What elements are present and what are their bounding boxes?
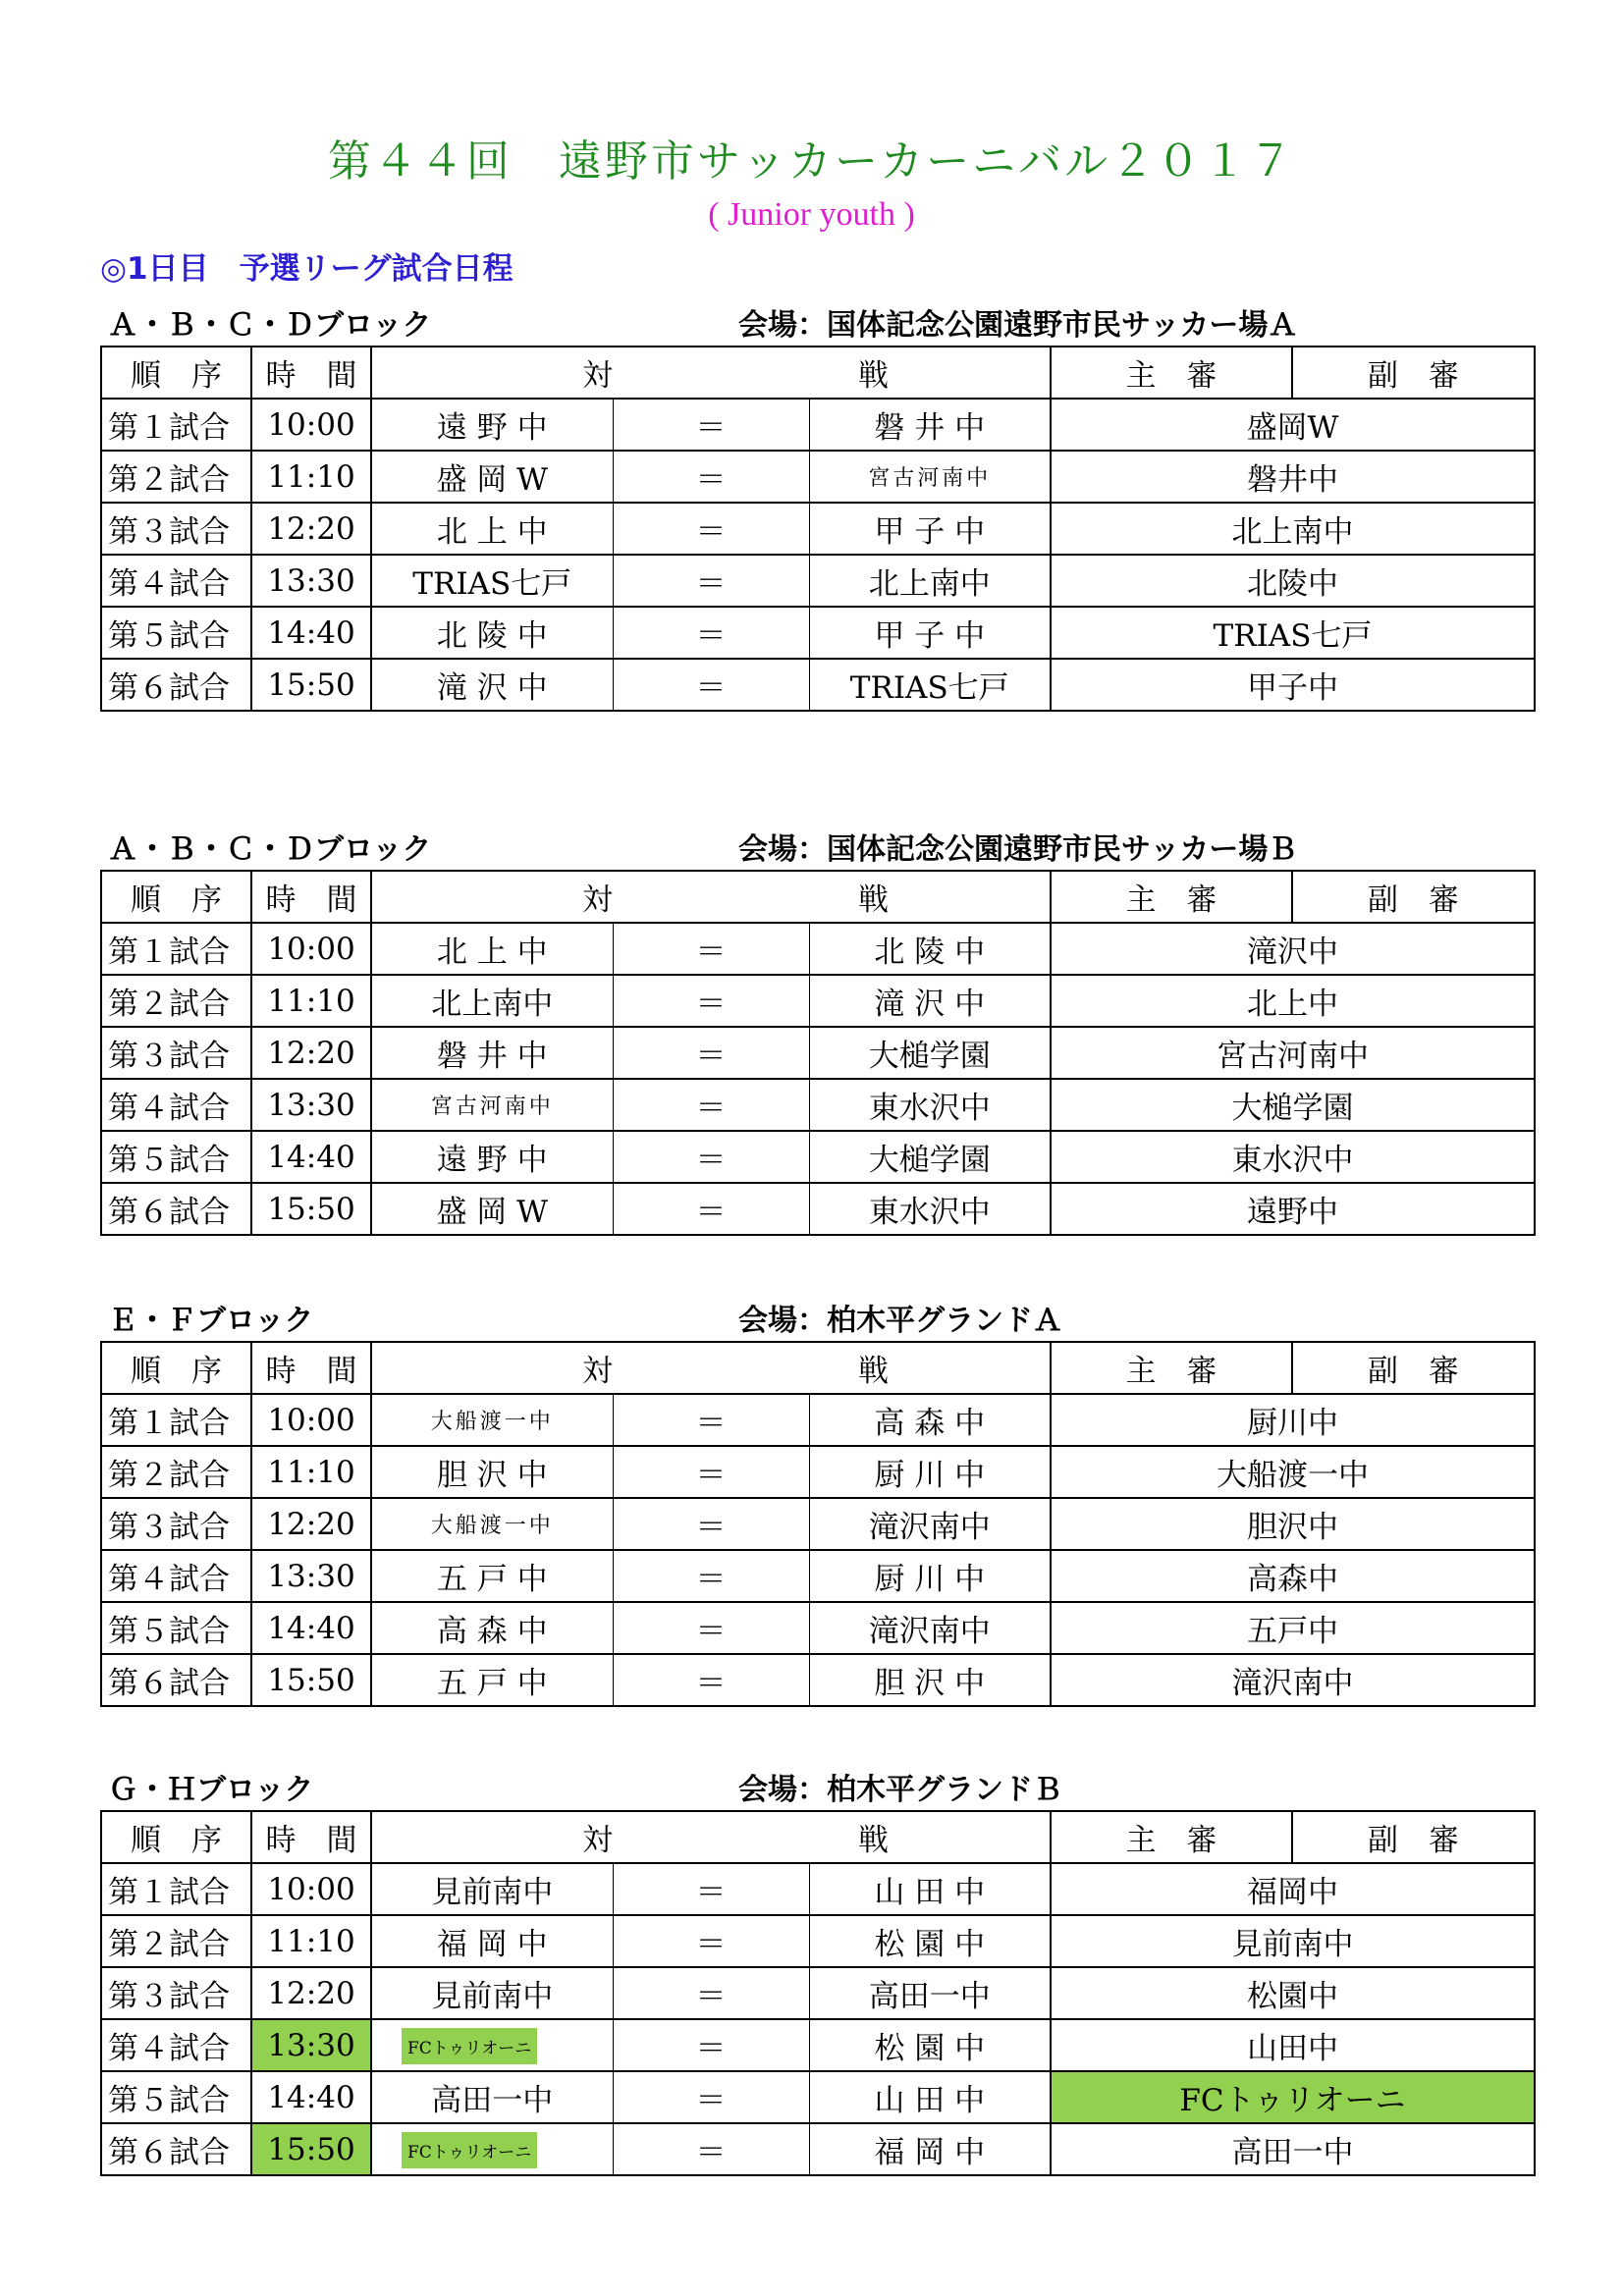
referee: 大槌学園	[1051, 1079, 1535, 1131]
referee: 厨川中	[1051, 1394, 1535, 1446]
home-team: 北 上 中	[371, 503, 613, 555]
away-team: 東水沢中	[809, 1183, 1051, 1235]
table-row	[101, 2123, 1535, 2175]
table-row	[101, 1602, 1535, 1654]
header-referee: 主 審	[1051, 1811, 1292, 1863]
match-order: 第３試合	[101, 1967, 251, 2019]
block-header	[100, 817, 1534, 870]
away-team: 宮古河南中	[809, 451, 1051, 503]
versus: ＝	[613, 1079, 809, 1131]
referee: 宮古河南中	[1051, 1027, 1535, 1079]
match-order: 第６試合	[101, 1183, 251, 1235]
versus: ＝	[613, 1498, 809, 1550]
versus: ＝	[613, 2071, 809, 2123]
match-time: 10:00	[251, 1863, 371, 1915]
home-team: 磐 井 中	[371, 1027, 613, 1079]
match-time: 11:10	[251, 975, 371, 1027]
table-row	[101, 2071, 1535, 2123]
block-venue: 会場：柏木平グランドＢ	[738, 1773, 1062, 1807]
away-team: 磐 井 中	[809, 399, 1051, 451]
away-team: 滝沢南中	[809, 1498, 1051, 1550]
header-time: 時 間	[251, 1811, 371, 1863]
table-header-row	[101, 1811, 1535, 1863]
match-order: 第３試合	[101, 1498, 251, 1550]
header-order: 順 序	[101, 347, 251, 399]
match-order: 第４試合	[101, 1079, 251, 1131]
match-order: 第２試合	[101, 451, 251, 503]
table-row	[101, 1654, 1535, 1706]
away-team: 厨 川 中	[809, 1550, 1051, 1602]
match-time: 11:10	[251, 1915, 371, 1967]
match-time: 14:40	[251, 607, 371, 659]
versus: ＝	[613, 1863, 809, 1915]
away-team: 東水沢中	[809, 1079, 1051, 1131]
versus: ＝	[613, 1131, 809, 1183]
match-time: 15:50	[251, 659, 371, 711]
versus: ＝	[613, 923, 809, 975]
schedule-table	[100, 1810, 1536, 2176]
header-match-gap	[613, 871, 809, 923]
header-assistant: 副 審	[1292, 1342, 1535, 1394]
match-order: 第４試合	[101, 555, 251, 607]
match-time: 13:30	[251, 555, 371, 607]
home-team-highlight: FCトゥリオーニ	[402, 2028, 537, 2064]
header-match-left: 対	[371, 347, 613, 399]
away-team: 福 岡 中	[809, 2123, 1051, 2175]
match-time: 10:00	[251, 923, 371, 975]
table-row	[101, 1915, 1535, 1967]
match-order: 第１試合	[101, 923, 251, 975]
versus: ＝	[613, 1394, 809, 1446]
match-time: 15:50	[251, 2123, 371, 2175]
referee: 見前南中	[1051, 1915, 1535, 1967]
versus: ＝	[613, 399, 809, 451]
match-order: 第３試合	[101, 1027, 251, 1079]
table-row	[101, 1183, 1535, 1235]
header-match-left: 対	[371, 871, 613, 923]
table-row	[101, 1394, 1535, 1446]
schedule-block	[100, 293, 1534, 712]
away-team: 北上南中	[809, 555, 1051, 607]
versus: ＝	[613, 555, 809, 607]
referee: TRIAS七戸	[1051, 607, 1535, 659]
home-team: 北上南中	[371, 975, 613, 1027]
schedule-block	[100, 1288, 1534, 1707]
block-header	[100, 293, 1534, 346]
home-team: 盛 岡 W	[371, 451, 613, 503]
home-team: TRIAS七戸	[371, 555, 613, 607]
schedule-block	[100, 1757, 1534, 2176]
match-order: 第１試合	[101, 399, 251, 451]
versus: ＝	[613, 1602, 809, 1654]
match-time: 15:50	[251, 1183, 371, 1235]
schedule-table	[100, 346, 1536, 712]
table-row	[101, 1967, 1535, 2019]
match-order: 第５試合	[101, 1131, 251, 1183]
referee: 磐井中	[1051, 451, 1535, 503]
away-team: 滝 沢 中	[809, 975, 1051, 1027]
header-referee: 主 審	[1051, 347, 1292, 399]
table-row	[101, 503, 1535, 555]
versus: ＝	[613, 659, 809, 711]
match-order: 第６試合	[101, 659, 251, 711]
header-referee: 主 審	[1051, 1342, 1292, 1394]
referee: 胆沢中	[1051, 1498, 1535, 1550]
referee: 五戸中	[1051, 1602, 1535, 1654]
header-time: 時 間	[251, 871, 371, 923]
match-time: 11:10	[251, 1446, 371, 1498]
versus: ＝	[613, 451, 809, 503]
home-team	[371, 2019, 613, 2071]
referee: 北上中	[1051, 975, 1535, 1027]
versus: ＝	[613, 2123, 809, 2175]
block-venue: 会場：国体記念公園遠野市民サッカー場Ｂ	[738, 832, 1298, 867]
block-header	[100, 1757, 1534, 1810]
match-order: 第２試合	[101, 1446, 251, 1498]
away-team: 松 園 中	[809, 1915, 1051, 1967]
schedule-table	[100, 870, 1536, 1236]
referee: 盛岡W	[1051, 399, 1535, 451]
versus: ＝	[613, 1654, 809, 1706]
referee: 福岡中	[1051, 1863, 1535, 1915]
away-team: 北 陵 中	[809, 923, 1051, 975]
referee: 滝沢南中	[1051, 1654, 1535, 1706]
match-time: 14:40	[251, 2071, 371, 2123]
referee: 甲子中	[1051, 659, 1535, 711]
home-team: 五 戸 中	[371, 1550, 613, 1602]
referee: 北陵中	[1051, 555, 1535, 607]
away-team: 大槌学園	[809, 1131, 1051, 1183]
header-match-right: 戦	[809, 871, 1051, 923]
match-order: 第１試合	[101, 1394, 251, 1446]
match-order: 第２試合	[101, 1915, 251, 1967]
versus: ＝	[613, 503, 809, 555]
table-row	[101, 607, 1535, 659]
header-assistant: 副 審	[1292, 347, 1535, 399]
header-order: 順 序	[101, 871, 251, 923]
match-time: 15:50	[251, 1654, 371, 1706]
home-team: 高田一中	[371, 2071, 613, 2123]
match-time: 10:00	[251, 1394, 371, 1446]
match-time: 12:20	[251, 503, 371, 555]
home-team: 宮古河南中	[371, 1079, 613, 1131]
home-team: 北 上 中	[371, 923, 613, 975]
table-row	[101, 659, 1535, 711]
table-row	[101, 1446, 1535, 1498]
match-order: 第１試合	[101, 1863, 251, 1915]
home-team: 遠 野 中	[371, 399, 613, 451]
away-team: 山 田 中	[809, 2071, 1051, 2123]
block-venue: 会場：国体記念公園遠野市民サッカー場Ａ	[738, 308, 1298, 343]
match-time: 12:20	[251, 1027, 371, 1079]
match-time: 12:20	[251, 1967, 371, 2019]
header-time: 時 間	[251, 347, 371, 399]
home-team: 大船渡一中	[371, 1498, 613, 1550]
match-order: 第６試合	[101, 2123, 251, 2175]
table-row	[101, 1027, 1535, 1079]
page-subtitle: ( Junior youth )	[708, 196, 915, 233]
match-time: 12:20	[251, 1498, 371, 1550]
table-row	[101, 1550, 1535, 1602]
away-team: 甲 子 中	[809, 607, 1051, 659]
versus: ＝	[613, 1967, 809, 2019]
referee: 北上南中	[1051, 503, 1535, 555]
away-team: 高田一中	[809, 1967, 1051, 2019]
header-order: 順 序	[101, 1342, 251, 1394]
table-header-row	[101, 871, 1535, 923]
header-order: 順 序	[101, 1811, 251, 1863]
table-row	[101, 451, 1535, 503]
away-team: 山 田 中	[809, 1863, 1051, 1915]
referee: 高田一中	[1051, 2123, 1535, 2175]
home-team	[371, 2123, 613, 2175]
home-team-highlight: FCトゥリオーニ	[402, 2132, 537, 2168]
match-time: 13:30	[251, 1550, 371, 1602]
match-order: 第４試合	[101, 2019, 251, 2071]
referee: 松園中	[1051, 1967, 1535, 2019]
block-venue: 会場：柏木平グランドＡ	[738, 1304, 1062, 1338]
home-team: 大船渡一中	[371, 1394, 613, 1446]
home-team: 福 岡 中	[371, 1915, 613, 1967]
header-assistant: 副 審	[1292, 1811, 1535, 1863]
match-time: 14:40	[251, 1602, 371, 1654]
away-team: 大槌学園	[809, 1027, 1051, 1079]
header-match-gap	[613, 1811, 809, 1863]
match-order: 第６試合	[101, 1654, 251, 1706]
referee: 東水沢中	[1051, 1131, 1535, 1183]
table-row	[101, 555, 1535, 607]
block-header	[100, 1288, 1534, 1341]
table-row	[101, 975, 1535, 1027]
match-order: 第３試合	[101, 503, 251, 555]
versus: ＝	[613, 1446, 809, 1498]
block-name: Ａ・Ｂ・Ｃ・Ｄブロック	[108, 308, 432, 343]
referee: 高森中	[1051, 1550, 1535, 1602]
referee: FCトゥリオーニ	[1051, 2071, 1535, 2123]
header-assistant: 副 審	[1292, 871, 1535, 923]
away-team: TRIAS七戸	[809, 659, 1051, 711]
versus: ＝	[613, 1915, 809, 1967]
home-team: 北 陵 中	[371, 607, 613, 659]
day-heading: ◎1日目 予選リーグ試合日程	[100, 251, 514, 287]
table-header-row	[101, 347, 1535, 399]
match-order: 第４試合	[101, 1550, 251, 1602]
header-match-left: 対	[371, 1342, 613, 1394]
table-row	[101, 1079, 1535, 1131]
match-order: 第２試合	[101, 975, 251, 1027]
versus: ＝	[613, 1550, 809, 1602]
versus: ＝	[613, 2019, 809, 2071]
home-team: 盛 岡 W	[371, 1183, 613, 1235]
table-row	[101, 1863, 1535, 1915]
home-team: 遠 野 中	[371, 1131, 613, 1183]
header-match-left: 対	[371, 1811, 613, 1863]
away-team: 胆 沢 中	[809, 1654, 1051, 1706]
home-team: 胆 沢 中	[371, 1446, 613, 1498]
table-row	[101, 1498, 1535, 1550]
table-header-row	[101, 1342, 1535, 1394]
versus: ＝	[613, 1027, 809, 1079]
table-row	[101, 1131, 1535, 1183]
match-time: 13:30	[251, 2019, 371, 2071]
header-match-gap	[613, 347, 809, 399]
referee: 山田中	[1051, 2019, 1535, 2071]
table-row	[101, 923, 1535, 975]
block-name: Ｇ・Ｈブロック	[108, 1773, 314, 1807]
schedule-block	[100, 817, 1534, 1236]
header-time: 時 間	[251, 1342, 371, 1394]
match-order: 第５試合	[101, 1602, 251, 1654]
away-team: 滝沢南中	[809, 1602, 1051, 1654]
home-team: 見前南中	[371, 1967, 613, 2019]
match-order: 第５試合	[101, 2071, 251, 2123]
header-match-right: 戦	[809, 1342, 1051, 1394]
table-row	[101, 399, 1535, 451]
header-match-right: 戦	[809, 347, 1051, 399]
header-referee: 主 審	[1051, 871, 1292, 923]
header-match-right: 戦	[809, 1811, 1051, 1863]
match-time: 10:00	[251, 399, 371, 451]
block-name: Ａ・Ｂ・Ｃ・Ｄブロック	[108, 832, 432, 867]
match-order: 第５試合	[101, 607, 251, 659]
referee: 滝沢中	[1051, 923, 1535, 975]
home-team: 五 戸 中	[371, 1654, 613, 1706]
match-time: 13:30	[251, 1079, 371, 1131]
versus: ＝	[613, 607, 809, 659]
away-team: 高 森 中	[809, 1394, 1051, 1446]
versus: ＝	[613, 1183, 809, 1235]
match-time: 14:40	[251, 1131, 371, 1183]
page-title: 第４４回 遠野市サッカーカーニバル２０１７	[327, 136, 1296, 187]
referee: 遠野中	[1051, 1183, 1535, 1235]
away-team: 厨 川 中	[809, 1446, 1051, 1498]
block-name: Ｅ・Ｆブロック	[108, 1304, 314, 1338]
table-row	[101, 2019, 1535, 2071]
home-team: 高 森 中	[371, 1602, 613, 1654]
schedule-table	[100, 1341, 1536, 1707]
away-team: 甲 子 中	[809, 503, 1051, 555]
away-team: 松 園 中	[809, 2019, 1051, 2071]
match-time: 11:10	[251, 451, 371, 503]
home-team: 見前南中	[371, 1863, 613, 1915]
versus: ＝	[613, 975, 809, 1027]
home-team: 滝 沢 中	[371, 659, 613, 711]
referee: 大船渡一中	[1051, 1446, 1535, 1498]
header-match-gap	[613, 1342, 809, 1394]
